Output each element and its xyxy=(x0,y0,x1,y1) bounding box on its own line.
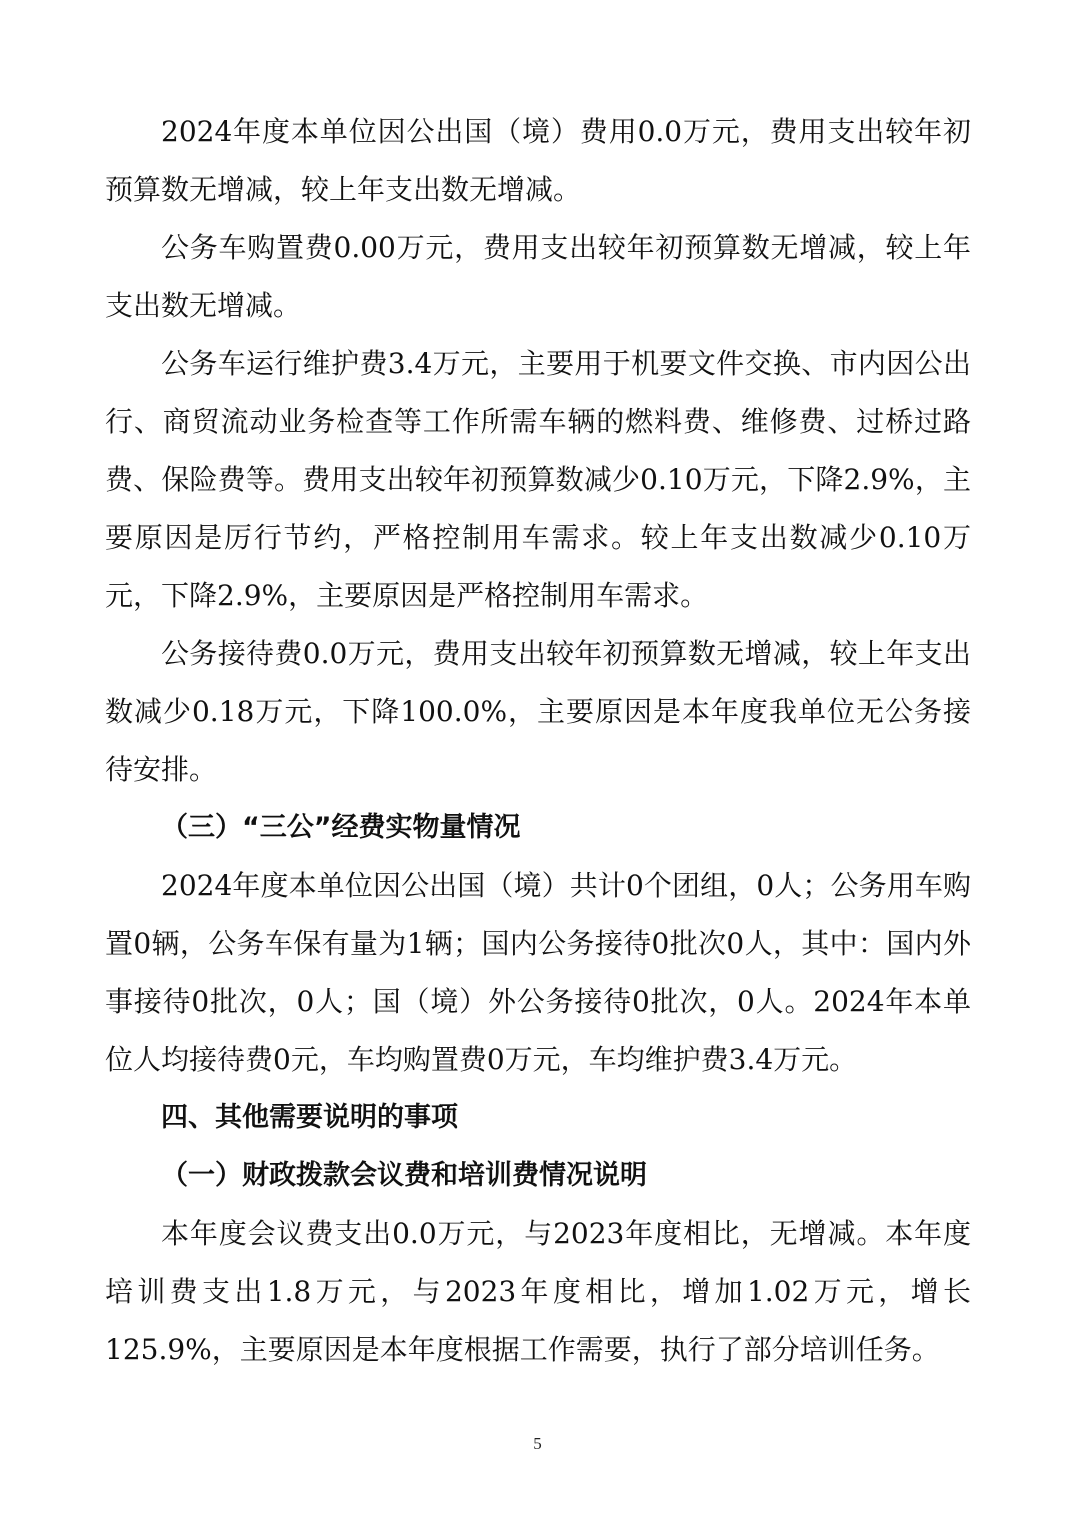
heading-meeting-training: （一）财政拨款会议费和培训费情况说明 xyxy=(161,1160,647,1191)
paragraph-reception-expense: 公务接待费0.0万元，费用支出较年初预算数无增减，较上年支出数减少0.18万元，下降100.0%，主要原因是本年度我单位无公务接待安排。 xyxy=(105,637,971,786)
page-body xyxy=(105,103,971,1379)
paragraph-meeting-training: 本年度会议费支出0.0万元，与2023年度相比，无增减。本年度培训费支出1.8万元，与2023年度相比，增加1.02万元，增长125.9%，主要原因是本年度根据工作需要，执行了部分培训任务。 xyxy=(105,1217,971,1366)
paragraph-overseas-expense: 2024年度本单位因公出国（境）费用0.0万元，费用支出较年初预算数无增减，较上年支出数无增减。 xyxy=(105,115,971,206)
paragraph-vehicle-maintenance: 公务车运行维护费3.4万元，主要用于机要文件交换、市内因公出行、商贸流动业务检查等工作所需车辆的燃料费、维修费、过桥过路费、保险费等。费用支出较年初预算数减少0.10万元，下降2.9%，主要原因是厉行节约，严格控制用车需求。较上年支出数减少0.10万元，下降2.9%，主要原因是严格控制用车需求。 xyxy=(105,347,971,612)
page-number: 5 xyxy=(533,1434,542,1453)
heading-three-public-quantity: （三）“三公”经费实物量情况 xyxy=(161,812,521,843)
heading-section-four: 四、其他需要说明的事项 xyxy=(161,1102,458,1133)
paragraph-vehicle-purchase: 公务车购置费0.00万元，费用支出较年初预算数无增减，较上年支出数无增减。 xyxy=(105,231,971,322)
paragraph-three-public-quantity: 2024年度本单位因公出国（境）共计0个团组，0人；公务用车购置0辆，公务车保有量为1辆；国内公务接待0批次0人，其中：国内外事接待0批次，0人；国（境）外公务接待0批次，0人。2024年本单位人均接待费0元，车均购置费0万元，车均维护费3.4万元。 xyxy=(105,869,971,1076)
